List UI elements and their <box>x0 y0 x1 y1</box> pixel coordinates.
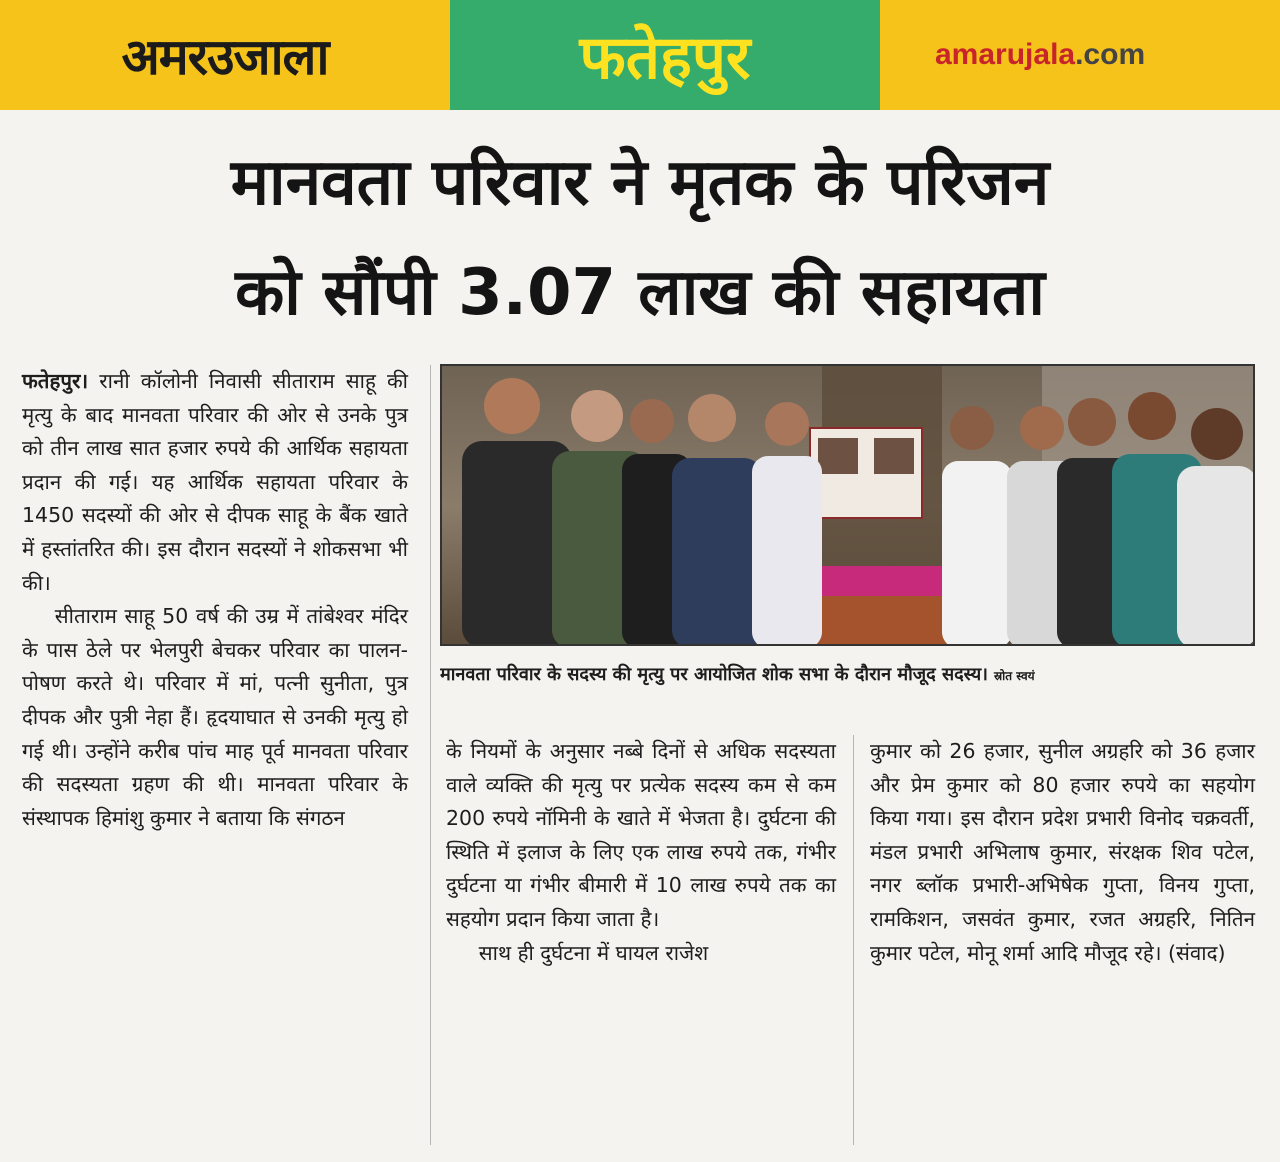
city-name: फतेहपुर <box>579 23 751 93</box>
paragraph-1-text: रानी कॉलोनी निवासी सीताराम साहू की मृत्यु के बाद मानवता परिवार की ओर से उनके पुत्र को तीन लाख सात हजार रुपये की आर्थिक सहायता प्रदान की गई। यह आर्थिक सहायता परिवार के 1450 सदस्यों की ओर से दीपक साहू के बैंक खाते में हस्तांतरित की। इस दौरान सदस्यों ने शोकसभा भी की। <box>22 369 408 595</box>
dateline: फतेहपुर। <box>22 369 89 393</box>
group-photo-illustration <box>442 366 1255 646</box>
headline <box>20 128 1260 348</box>
article-column-middle <box>446 735 836 970</box>
website-url-main: amarujala <box>935 38 1076 71</box>
article-paragraph-3: के नियमों के अनुसार नब्बे दिनों से अधिक सदस्यता वाले व्यक्ति की मृत्यु पर प्रत्येक सदस्य कम से कम 200 रुपये नॉमिनी के खाते में भेजता है। दुर्घटना की स्थिति में इलाज के लिए एक लाख रुपये तक, गंभीर दुर्घटना या गंभीर बीमारी में 10 लाख रुपये तक का सहयोग प्रदान किया जाता है। <box>446 739 836 931</box>
article-paragraph-5: कुमार को 26 हजार, सुनील अग्रहरि को 36 हजार और प्रेम कुमार को 80 हजार रुपये का सहयोग किया गया। इस दौरान प्रदेश प्रभारी विनोद चक्रवर्ती, मंडल प्रभारी अभिलाष कुमार, संरक्षक शिव पटेल, नगर ब्लॉक प्रभारी-अभिषेक गुप्ता, विनय गुप्ता, रामकिशन, जसवंत कुमार, रजत अग्रहरि, नितिन कुमार पटेल, मोनू शर्मा आदि मौजूद रहे। (संवाद) <box>870 739 1255 965</box>
photo-credit: स्रोत स्वयं <box>993 669 1035 683</box>
news-photo <box>440 364 1255 646</box>
column-divider <box>430 365 431 1145</box>
website-url <box>935 38 1145 72</box>
website-block <box>880 0 1280 110</box>
brand-block <box>0 0 450 110</box>
article-column-right <box>870 735 1255 970</box>
headline-line-1: मानवता परिवार ने मृतक के परिजन <box>230 146 1050 220</box>
masthead <box>0 0 1280 110</box>
photo-caption-text: मानवता परिवार के सदस्य की मृत्यु पर आयोजित शोक सभा के दौरान मौजूद सदस्य। <box>440 664 988 685</box>
article-paragraph-2: सीताराम साहू 50 वर्ष की उम्र में तांबेश्वर मंदिर के पास ठेले पर भेलपुरी बेचकर परिवार का पालन-पोषण करते थे। परिवार में मां, पत्नी सुनीता, पुत्र दीपक और पुत्री नेहा हैं। हृदयाघात से उनकी मृत्यु हो गई थी। उन्होंने करीब पांच माह पूर्व मानवता परिवार की सदस्यता ग्रहण की थी। मानवता परिवार के संस्थापक हिमांशु कुमार ने बताया कि संगठन <box>22 604 408 830</box>
headline-line-2: को सौंपी 3.07 लाख की सहायता <box>235 256 1045 330</box>
newspaper-logo: अमरउजाला <box>121 28 329 86</box>
article-paragraph-4: साथ ही दुर्घटना में घायल राजेश <box>478 940 709 965</box>
article-column-left <box>22 365 408 835</box>
website-url-tld: .com <box>1075 38 1146 71</box>
column-divider <box>853 735 854 1145</box>
article-paragraph-1 <box>22 365 408 600</box>
photo-caption <box>440 662 1255 694</box>
city-block <box>450 0 880 110</box>
